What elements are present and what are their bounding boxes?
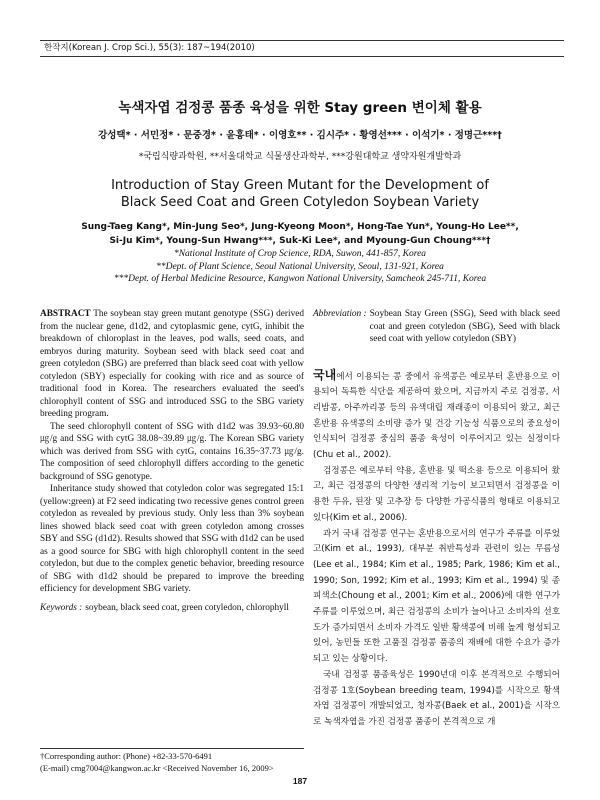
abbreviation-label: Abbreviation : <box>313 309 367 319</box>
english-authors-line-1: Sung-Taeg Kang*, Min-Jung Seo*, Jung-Kyeong Moon*, Hong-Tae Yun*, Young-Ho Lee**, <box>81 222 519 232</box>
abstract-paragraph-2: The seed chlorophyll content of SSG with d1d2 was 39.93~60.80 ㎍/g and SSG with cytG 38.08~39.89 ㎍/g. The Korean SBG variety which was derived from SSG with cytG, contains 16.35~37.73 ㎍/g. The composition of seed chlorophyll differs according to the genetic background of SSG genotype. <box>40 421 304 482</box>
body-paragraph-1 <box>313 368 560 464</box>
body-paragraph-2: 검정콩은 예로부터 약용, 혼반용 및 떡소용 등으로 이용되어 왔고, 최근 검정콩의 다양한 생리적 기능이 보고되면서 검정콩을 이용한 두유, 된장 및 고추장 등 다양한 가공식품의 형태로 이용되고 있다(Kim et al., 2006). <box>313 465 560 523</box>
abbreviation-block <box>313 308 560 346</box>
abstract-paragraph-1 <box>40 308 304 421</box>
english-affiliation-line-2: **Dept. of Plant Science, Seoul National University, Seoul, 131-921, Korea <box>156 261 444 272</box>
body-paragraph-1-text: 에서 이용되는 콩 중에서 유색콩은 예로부터 혼반용으로 이용되어 독특한 식단을 제공하여 왔으며, 지금까지 주로 검정콩, 서리밤콩, 아주까리콩 등의 유색대립 재래종이 이용되어 왔고, 최근 혼반용 유색콩의 소비량 증가 및 건강 기능성 식품으로의 중요성이 인식되어 검정콩 중심의 품종 육성이 이루어지고 있는 실정이다(Chu et al., 2002). <box>313 371 560 461</box>
page-number: 187 <box>292 776 308 786</box>
english-affiliation-line-3: ***Dept. of Herbal Medicine Resource, Kangwon National University, Samcheok 245-711, Korea <box>113 274 487 284</box>
abstract-column <box>40 308 304 614</box>
korean-affiliations: *국립식량과학원, **서울대학교 식물생산과학부, ***강원대학교 생약자원개발학과 <box>138 152 462 162</box>
korean-title: 녹색자엽 검정콩 품종 육성을 위한 Stay green 변이체 활용 <box>118 100 482 116</box>
english-affiliation-line-1: *National Institute of Crop Science, RDA, Suwon, 441-857, Korea <box>173 249 427 259</box>
abstract-label: ABSTRACT <box>40 309 91 319</box>
corresponding-author-footnote <box>40 748 304 774</box>
keywords-label: Keywords : <box>40 602 83 613</box>
english-affiliations <box>40 248 560 286</box>
abstract-paragraph-3: Inheritance study showed that cotyledon color was segregated 15:1 (yellow:green) at F2 seed indicating two recessive genes control green cotyledon as revealed by previous study. Only less than 3% soybean lines showed black seed coat with green cotyledon among crosses SBY and SSG (d1d2). Results showed that SSG with d1d2 can be used as a good source for SBG with high chlorophyll content in the seed cotyledon, but due to the complex genetic behavior, breeding resource of SBG with d1d2 should be prepared to improve the breeding efficiency for development SBG variety. <box>40 484 304 594</box>
korean-authors: 강성택* · 서민정* · 문중경* · 윤홍태* · 이영호** · 김시주* · 황영선*** · 이석기* · 정명근***† <box>98 130 502 141</box>
footnote-line-1: †Corresponding author: (Phone) +82-33-570-6491 <box>40 751 213 761</box>
abbreviation-text: Soybean Stay Green (SSG), Seed with black seed coat and green cotyledon (SBG), Seed with black seed coat with yellow cotyledon (SBY) <box>369 309 560 344</box>
body-paragraph-3: 과거 국내 검정콩 연구는 혼반용으로서의 연구가 주류를 이루었고(Kim et al., 1993), 대부분 취반특성과 관련이 있는 무름성(Lee et al., 1984; Kim et al., 1985; Park, 1986; Kim et al., 1990; Son, 1992; Kim et al., 1993; Kim et al., 1994) 및 종피색소(Choung et al., 2001; Kim et al., 2006)에 대한 연구가 주류를 이루었으며, 최근 검정콩의 소비가 늘어나고 소비자의 선호도가 증가되면서 소비자 가격도 일반 황색콩에 비해 높게 형성되고 있어, 농민들 또한 고품질 검정콩 품종의 재배에 대한 수요가 증가되고 있는 상황이다. <box>313 528 560 665</box>
keywords-text: soybean, black seed coat, green cotyledon, chlorophyll <box>85 602 289 613</box>
body-column <box>313 308 560 731</box>
body-paragraph-4: 국내 검정콩 품종육성은 1990년대 이후 본격적으로 수행되어 검정콩 1호(Soybean breeding team, 1994)를 시작으로 황색자엽 검정콩이 개발되었고, 청자콩(Baek et al., 2001)을 시작으로 녹색자엽을 가진 검정콩 품종이 본격적으로 개 <box>313 669 560 727</box>
body-first-word: 국내 <box>313 367 337 382</box>
english-authors-line-2: Si-Ju Kim*, Young-Sun Hwang***, Suk-Ki Lee*, and Myoung-Gun Choung***† <box>109 236 491 246</box>
english-title <box>40 177 560 211</box>
english-title-line-1: Introduction of Stay Green Mutant for the Development of <box>111 178 489 193</box>
english-authors <box>40 220 560 248</box>
keywords <box>40 602 304 615</box>
journal-header: 한작지(Korean J. Crop Sci.), 55(3): 187~194(2010) <box>40 40 564 57</box>
english-title-line-2: Black Seed Coat and Green Cotyledon Soybean Variety <box>120 195 480 210</box>
abstract-text-1: The soybean stay green mutant genotype (SSG) derived from the nuclear gene, d1d2, and cytoplasmic gene, cytG, inhibit the breakdown of chloroplast in the leaves, pod walls, seed coats, and embryos during maturity. Soybean seed with black seed coat and green cotyledon (SBG) are preferred than black seed coat with yellow cotyledon (SBY) especially for cooking with rice and as source of traditional food in Korea. The researchers evaluated the seed's chlorophyll content of SSG and introduced SSG to the SBG variety breeding program. <box>40 309 304 419</box>
footnote-line-2: (E-mail) cmg7004@kangwon.ac.kr <Received November 16, 2009> <box>40 762 274 773</box>
